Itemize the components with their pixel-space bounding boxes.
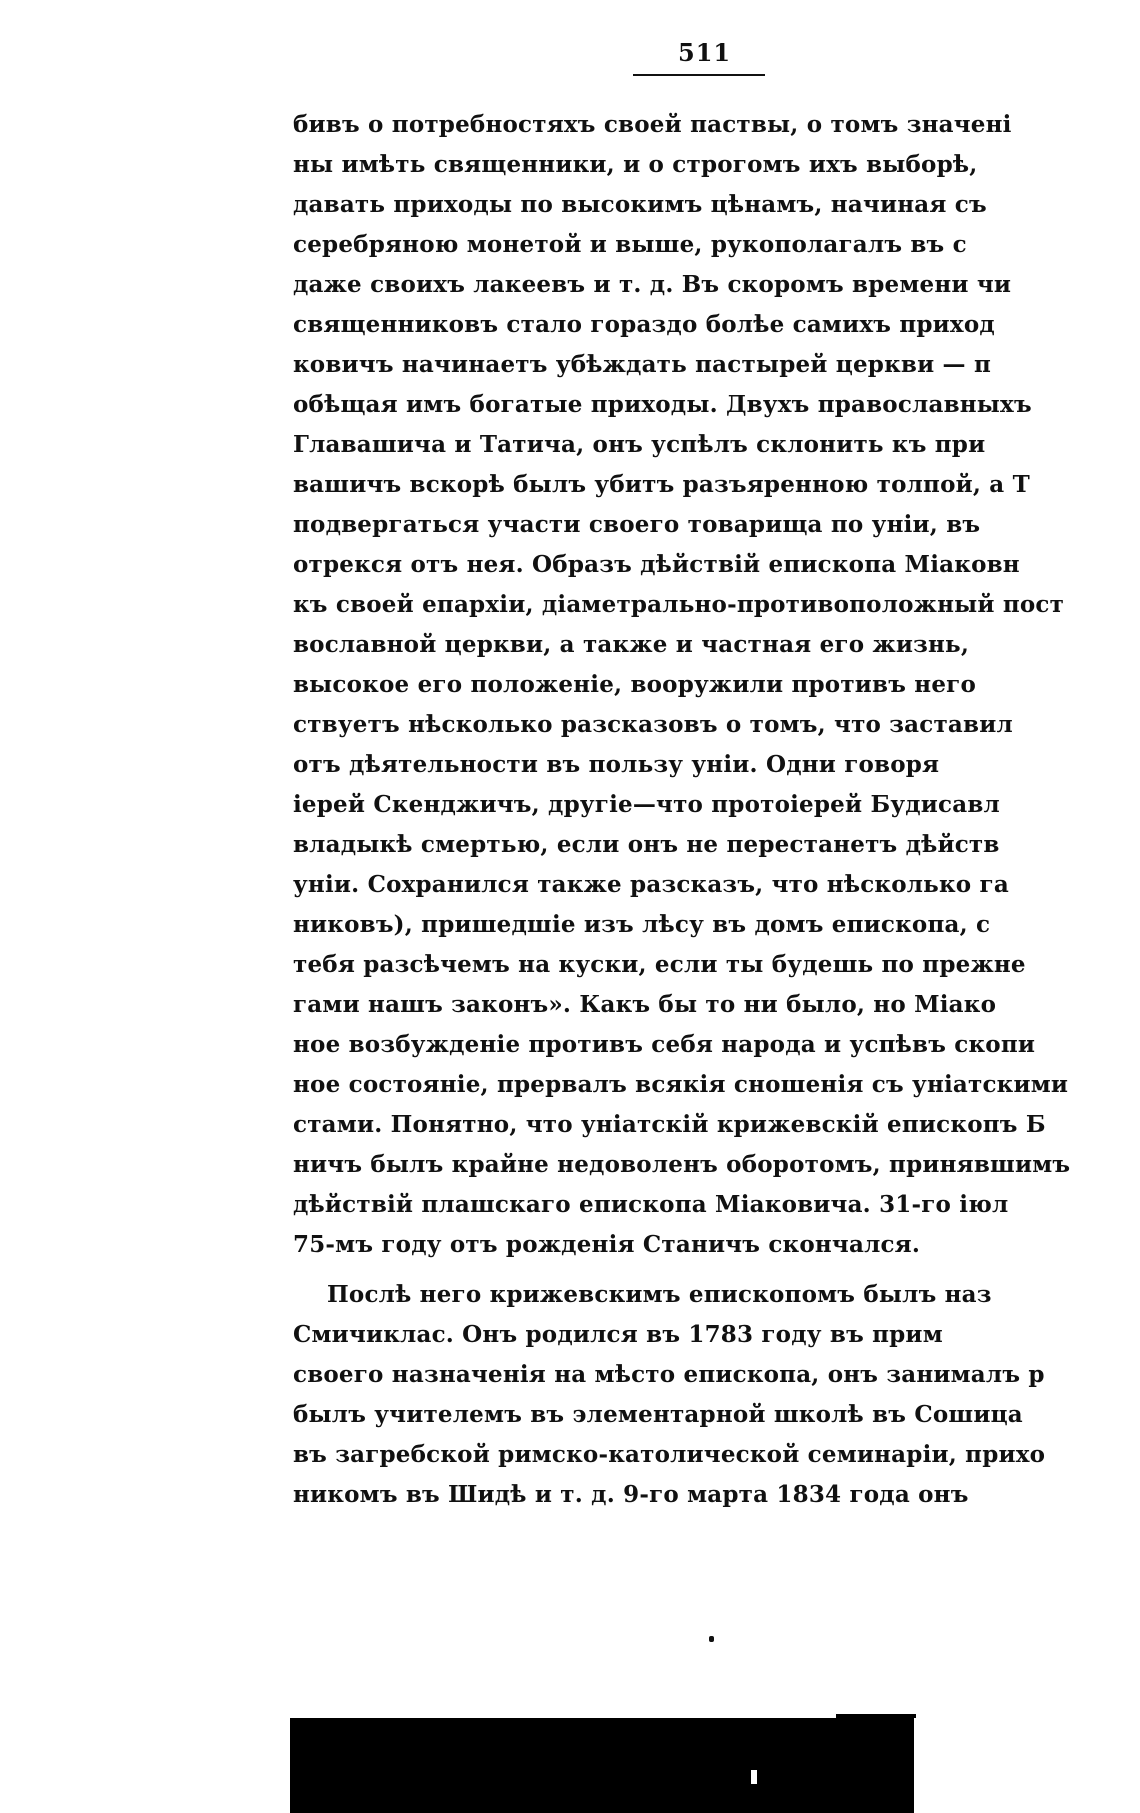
text-line: тебя разсѣчемъ на куски, если ты будешь по прежне xyxy=(293,951,1026,978)
text-line: къ своей епархіи, діаметрально-противоположный пост xyxy=(293,591,1065,618)
paragraph-2 xyxy=(293,1275,1046,1515)
text-line: ствуетъ нѣсколько разсказовъ о томъ, что заставил xyxy=(293,711,1013,738)
text-line: обѣщая имъ богатые приходы. Двухъ православныхъ xyxy=(293,391,1032,418)
header-rule xyxy=(633,74,765,76)
scan-dark-margin xyxy=(290,1718,914,1813)
text-line: іерей Скенджичъ, другіе—что протоіерей Будисавл xyxy=(293,791,1000,818)
text-line: стами. Понятно, что уніатскій крижевскій епископъ Б xyxy=(293,1111,1046,1138)
page-number: 511 xyxy=(678,38,732,67)
text-line: уніи. Сохранился также разсказъ, что нѣсколько га xyxy=(293,871,1009,898)
text-line: ное возбужденіе противъ себя народа и успѣвъ скопи xyxy=(293,1031,1036,1058)
text-line: ное состояніе, прервалъ всякія сношенія съ уніатскими xyxy=(293,1071,1069,1098)
paragraph-gap xyxy=(293,1265,922,1275)
text-line: никовъ), пришедшіе изъ лѣсу въ домъ епископа, с xyxy=(293,911,991,938)
text-line: священниковъ стало гораздо болѣе самихъ приход xyxy=(293,311,995,338)
text-line: давать приходы по высокимъ цѣнамъ, начиная съ xyxy=(293,191,987,218)
text-line: былъ учителемъ въ элементарной школѣ въ Сошица xyxy=(293,1401,1023,1428)
text-line: Главашича и Татича, онъ успѣлъ склонить къ при xyxy=(293,431,986,458)
text-line: владыкѣ смертью, если онъ не перестанетъ дѣйств xyxy=(293,831,1000,858)
text-line: ковичъ начинаетъ убѣждать пастырей церкви — п xyxy=(293,351,991,378)
text-line: отрекся отъ нея. Образъ дѣйствій епископа Міаковн xyxy=(293,551,1020,578)
stray-ink-dot xyxy=(709,1636,714,1642)
body-text xyxy=(293,105,1071,1525)
text-line: отъ дѣятельности въ пользу уніи. Одни говоря xyxy=(293,751,940,778)
text-line: даже своихъ лакеевъ и т. д. Въ скоромъ времени чи xyxy=(293,271,1012,298)
text-line: подвергаться участи своего товарища по уніи, въ xyxy=(293,511,981,538)
text-line: никомъ въ Шидѣ и т. д. 9-го марта 1834 года онъ xyxy=(293,1481,969,1508)
text-line: высокое его положеніе, вооружили противъ него xyxy=(293,671,976,698)
text-line: 75-мъ году отъ рожденія Станичъ скончался. xyxy=(293,1231,921,1258)
text-line: ны имѣть священники, и о строгомъ ихъ выборѣ, xyxy=(293,151,978,178)
text-line: въ загребской римско-католической семинаріи, прихо xyxy=(293,1441,1046,1468)
scan-mark xyxy=(751,1770,757,1784)
text-line: вашичъ вскорѣ былъ убитъ разъяренною толпой, а Т xyxy=(293,471,1030,498)
text-line: гами нашъ законъ». Какъ бы то ни было, но Міако xyxy=(293,991,997,1018)
text-line: своего назначенія на мѣсто епископа, онъ занималъ р xyxy=(293,1361,1045,1388)
paragraph-1 xyxy=(293,105,1071,1265)
text-line: бивъ о потребностяхъ своей паствы, о томъ значені xyxy=(293,111,1012,138)
text-line: вославной церкви, а также и частная его жизнь, xyxy=(293,631,970,658)
text-line: серебряною монетой и выше, рукополагалъ въ с xyxy=(293,231,967,258)
text-line: ничъ былъ крайне недоволенъ оборотомъ, принявшимъ xyxy=(293,1151,1071,1178)
text-line: Послѣ него крижевскимъ епископомъ былъ наз xyxy=(327,1281,992,1308)
text-line: Смичиклас. Онъ родился въ 1783 году въ прим xyxy=(293,1321,943,1348)
text-line: дѣйствій плашскаго епископа Міаковича. 31-го іюл xyxy=(293,1191,1009,1218)
